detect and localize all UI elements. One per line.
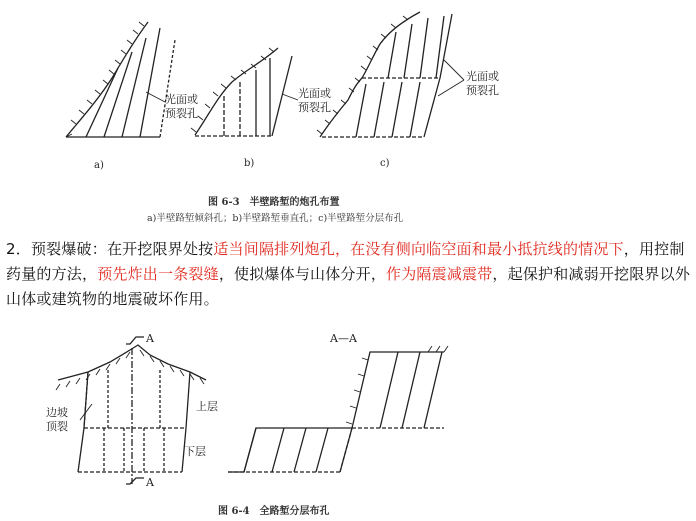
panel-a-hole-label-1: 光面或 — [165, 93, 198, 106]
panel-c-holes — [356, 16, 444, 137]
panel-b-label: b) — [244, 158, 255, 169]
para-seg-6: 作为隔震减震带 — [386, 265, 493, 283]
panel-b-slope — [191, 48, 292, 136]
panel-b-hole-label-1: 光面或 — [298, 87, 331, 100]
section-title: A—A — [330, 332, 357, 345]
panel-a-holes — [86, 28, 160, 137]
upper-layer-label: 上层 — [196, 400, 218, 413]
panel-c-hole-label-1: 光面或 — [466, 70, 499, 83]
figure-6-3-subcaption: a)半壁路堑倾斜孔；b)半壁路堑垂直孔；c)半壁路堑分层布孔 — [147, 213, 404, 224]
figure-6-3-diagram — [0, 0, 696, 230]
panel-b-holes — [224, 58, 270, 136]
para-seg-7: ，起保护和减弱开挖限界以外山体或建筑物的地震破坏作用。 — [6, 265, 691, 308]
para-seg-4: 预先炸出一条裂缝 — [97, 265, 219, 283]
lower-layer-label: 下层 — [184, 445, 206, 458]
slope-top-label-2: 顶裂 — [46, 420, 68, 433]
section-marker-top: A — [146, 332, 154, 345]
slope-top-label-1: 边坡 — [46, 406, 68, 419]
figure-6-3-caption: 图 6-3 半壁路堑的炮孔布置 — [208, 197, 340, 208]
figure-6-4-caption: 图 6-4 全路堑分层布孔 — [218, 506, 330, 517]
section-marker-bottom: A — [146, 476, 154, 489]
presplit-blasting-paragraph — [6, 237, 692, 312]
section-a-a-profile — [228, 346, 448, 472]
cross-section-profile — [56, 337, 206, 484]
para-seg-2: 适当间隔排列炮孔，在没有侧向临空面和最小抵抗线的情况下 — [213, 240, 624, 258]
para-seg-5: ，使拟爆体与山体分开， — [218, 265, 387, 283]
para-seg-1: 2．预裂爆破：在开挖限界处按 — [6, 240, 214, 258]
panel-c-label: c) — [380, 158, 390, 169]
panel-b-hole-label-2: 预裂孔 — [298, 101, 331, 114]
panel-c-slope — [317, 12, 452, 137]
panel-a-hole-label-2: 预裂孔 — [165, 107, 198, 120]
para-seg-3: ，用控制药量的方法， — [6, 240, 685, 283]
panel-a-slope — [66, 22, 175, 137]
panel-c-hole-label-2: 预裂孔 — [466, 84, 499, 97]
panel-a-label: a) — [94, 160, 104, 171]
